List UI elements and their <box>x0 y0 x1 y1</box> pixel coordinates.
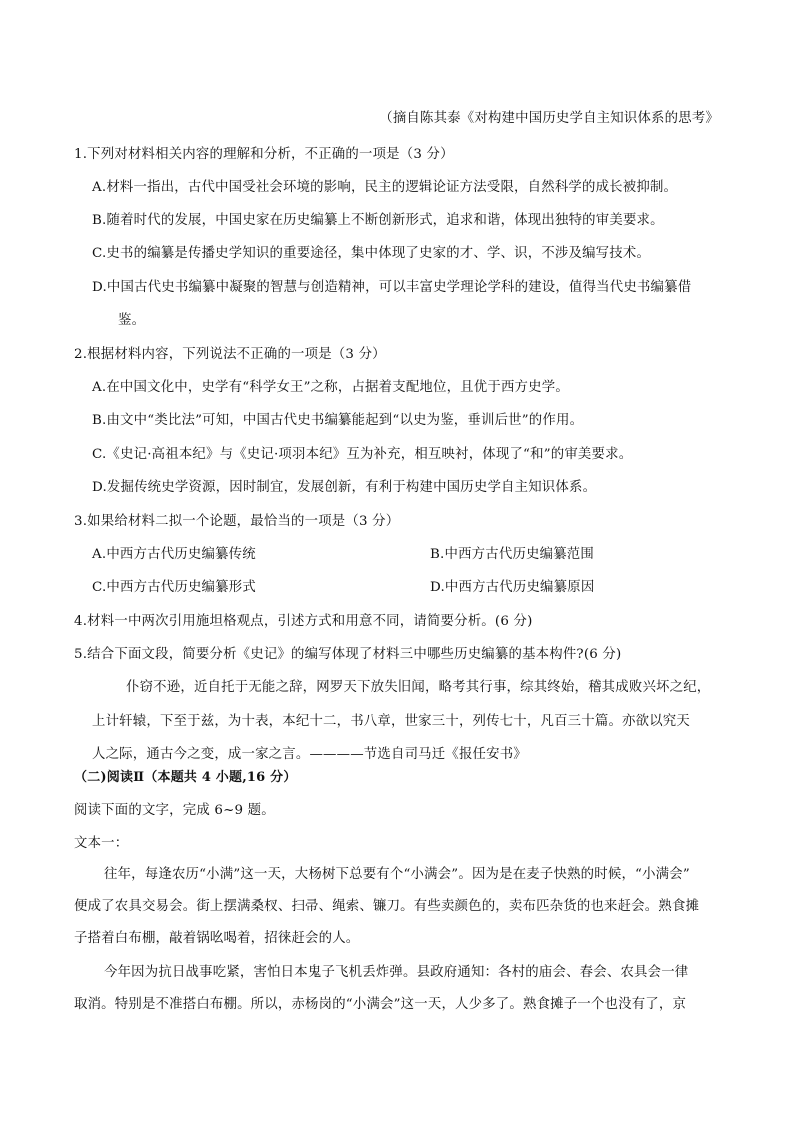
question-2-option-d: D.发掘传统史学资源，因时制宜，发展创新，有利于构建中国历史学自主知识体系。 <box>92 480 597 495</box>
question-3-option-d: D.中西方古代历史编纂原因 <box>430 580 595 595</box>
question-1-option-d: D.中国古代史书编纂中凝聚的智慧与创造精神，可以丰富史学理论学科的建设，值得当代史书编纂借 <box>92 280 692 295</box>
question-2-stem: 2.根据材料内容，下列说法不正确的一项是（3 分） <box>74 347 386 362</box>
question-2-option-b: B.由文中“类比法”可知，中国古代史书编纂能起到“以史为鉴，垂训后世”的作用。 <box>92 413 584 428</box>
question-1-option-d-continued: 鉴。 <box>118 313 146 328</box>
question-2-option-a: A.在中国文化中，史学有“科学女王”之称，占据着支配地位，且优于西方史学。 <box>92 380 569 395</box>
body-line-3: 子搭着白布棚，敲着锅吆喝着，招徕赶会的人。 <box>74 931 360 946</box>
question-3-option-b: B.中西方古代历史编纂范围 <box>430 547 594 562</box>
body-line-5: 取消。特别是不准搭白布棚。所以，赤杨岗的“小满会”这一天，人少多了。熟食摊子一个也没有了，京 <box>74 997 687 1012</box>
quote-line-1: 仆窃不逊，近自托于无能之辞，网罗天下放失旧闻，略考其行事，综其终始，稽其成败兴坏之纪， <box>126 680 711 695</box>
body-line-2: 便成了农具交易会。街上摆满桑杈、扫帚、绳索、镰刀。有些卖颜色的，卖布匹杂货的也来赶会。熟食摊 <box>74 899 700 914</box>
question-5-stem: 5.结合下面文段，简要分析《史记》的编写体现了材料三中哪些历史编纂的基本构件?(6 分) <box>74 647 622 662</box>
question-3-option-c: C.中西方古代历史编纂形式 <box>92 580 256 595</box>
question-2-option-c: C.《史记·高祖本纪》与《史记·项羽本纪》互为补充，相互映衬，体现了“和”的审美要求。 <box>92 447 633 462</box>
question-3-option-a: A.中西方古代历史编纂传统 <box>92 547 256 562</box>
body-line-4: 今年因为抗日战事吃紧，害怕日本鬼子飞机丢炸弹。县政府通知：各村的庙会、春会、农具会一律 <box>104 965 689 980</box>
question-1-stem: 1.下列对材料相关内容的理解和分析，不正确的一项是（3 分） <box>74 147 454 162</box>
quote-line-3: 人之际，通古今之变，成一家之言。————节选自司马迁《报任安书》 <box>92 747 527 762</box>
question-4-stem: 4.材料一中两次引用施坦格观点，引述方式和用意不同，请简要分析。(6 分) <box>74 614 533 629</box>
source-citation: （摘自陈其泰《对构建中国历史学自主知识体系的思考》 <box>379 111 719 126</box>
question-1-option-a: A.材料一指出，古代中国受社会环境的影响，民主的逻辑论证方法受限，自然科学的成长被抑制。 <box>92 180 678 195</box>
text-label: 文本一： <box>74 836 129 851</box>
question-1-option-b: B.随着时代的发展，中国史家在历史编纂上不断创新形式，追求和谐，体现出独特的审美要求。 <box>92 213 664 228</box>
quote-line-2: 上计轩辕，下至于兹，为十表，本纪十二，书八章，世家三十，列传七十，凡百三十篇。亦欲以究天 <box>92 714 690 729</box>
reading-instruction: 阅读下面的文字，完成 6~9 题。 <box>74 803 275 818</box>
question-3-stem: 3.如果给材料二拟一个论题，最恰当的一项是（3 分） <box>74 514 400 529</box>
section-heading: （二)阅读Ⅱ（本题共 4 小题,16 分） <box>74 770 297 785</box>
question-1-option-c: C.史书的编纂是传播史学知识的重要途径，集中体现了史家的才、学、识，不涉及编写技术。 <box>92 246 651 261</box>
body-line-1: 往年，每逢农历“小满”这一天，大杨树下总要有个“小满会”。因为是在麦子快熟的时候，“小满会” <box>104 867 690 882</box>
